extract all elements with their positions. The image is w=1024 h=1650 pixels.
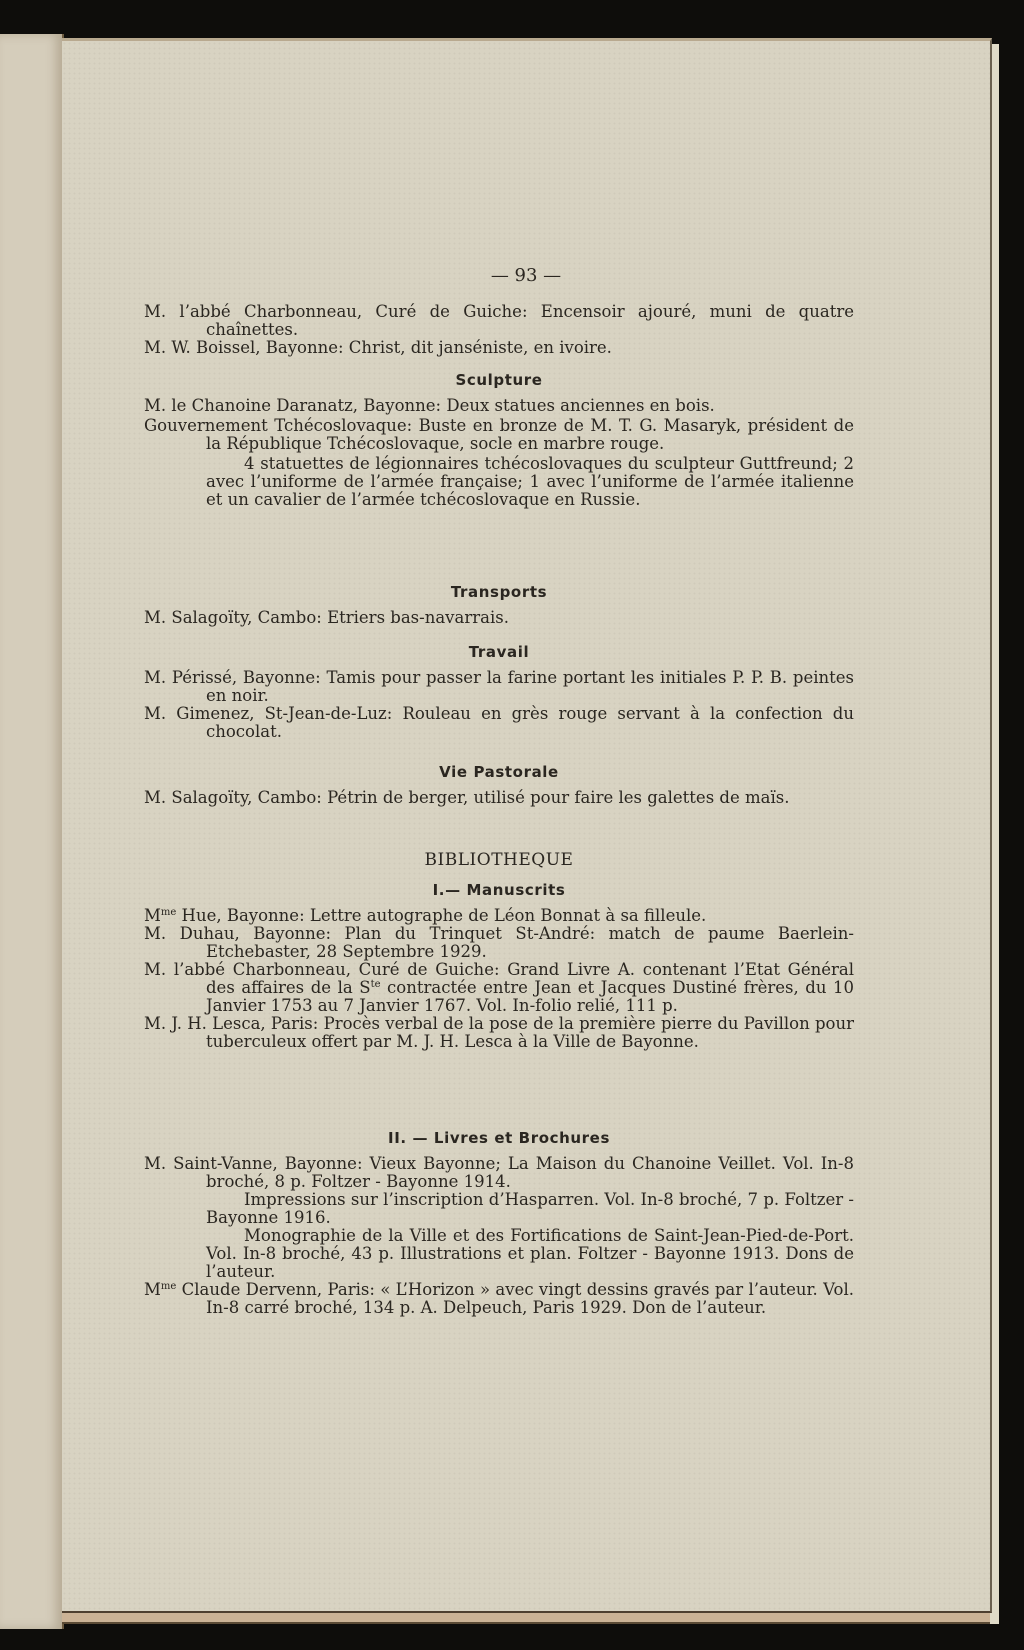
entry: M. Duhau, Bayonne: Plan du Trinquet St-André: match de paume Baerlein-Etchebaster, 28 Septembre 1929. [144, 924, 854, 961]
entry: M. l’abbé Charbonneau, Curé de Guiche: Encensoir ajouré, muni de quatre chaînettes. [144, 302, 854, 339]
entry: M. le Chanoine Daranatz, Bayonne: Deux statues anciennes en bois. [144, 396, 715, 415]
subsection-heading: II. — Livres et Brochures [388, 1129, 610, 1147]
entry [144, 961, 854, 1015]
entry: M. Périssé, Bayonne: Tamis pour passer la farine portant les initiales P. P. B. peintes en noir. [144, 668, 854, 705]
subsection-heading: I.— Manuscrits [432, 881, 566, 899]
entry-continuation: Impressions sur l’inscription d’Hasparren. Vol. In-8 broché, 7 p. Foltzer - Bayonne 1916. [206, 1190, 854, 1227]
entry-text: contractée entre Jean et Jacques Dustiné frères, du 10 Janvier 1753 au 7 Janvier 1767. Vol. In-folio relié, 111 p. [206, 978, 855, 1015]
superscript: te [370, 979, 381, 990]
entry: M. Gimenez, St-Jean-de-Luz: Rouleau en grès rouge servant à la confection du chocolat. [144, 704, 854, 741]
manuscripts-list [144, 907, 854, 1051]
section-heading: Vie Pastorale [439, 763, 559, 781]
entry: Gouvernement Tchécoslovaque: Buste en bronze de M. T. G. Masaryk, président de la République Tchécoslovaque, socle en marbre rouge. [144, 416, 854, 453]
section-livres-brochures [144, 1127, 854, 1317]
page-number: — 93 — [490, 265, 562, 286]
entry [144, 1281, 854, 1317]
entry-text: Claude Dervenn, Paris: « L’Horizon » avec vingt dessins gravés par l’auteur. Vol. In-8 carré broché, 134 p. A. Delpeuch, Paris 1929. Don de l’auteur. [176, 1280, 854, 1317]
entry-prefix: M. l’abbé Charbonneau, Curé de Guiche: Grand Livre A. contenant l’Etat Général des affaires de la S [144, 960, 854, 997]
entry: M. W. Boissel, Bayonne: Christ, dit janséniste, en ivoire. [144, 338, 612, 357]
entry-continuation: Monographie de la Ville et des Fortifications de Saint-Jean-Pied-de-Port. Vol. In-8 broché, 43 p. Illustrations et plan. Foltzer - Bayonne 1913. Dons de l’auteur. [206, 1226, 854, 1281]
library-title: BIBLIOTHEQUE [424, 850, 574, 870]
section-travail [144, 641, 854, 741]
superscript: me [160, 907, 177, 918]
exhibit-entries-top [144, 303, 854, 357]
entry: M. Salagoïty, Cambo: Pétrin de berger, utilisé pour faire les galettes de maïs. [144, 788, 790, 807]
entry-prefix: M [144, 1280, 161, 1299]
section-bibliotheque [144, 847, 854, 1051]
section-heading: Sculpture [455, 371, 543, 389]
section-vie-pastorale [144, 761, 854, 807]
entry-continuation: 4 statuettes de légionnaires tchécoslovaques du sculpteur Guttfreund; 2 avec l’uniforme de l’armée française; 1 avec l’uniforme de l’armée italienne et un cavalier de l’armée tchécoslovaque en Russie. [206, 454, 854, 509]
entry: M. Saint-Vanne, Bayonne: Vieux Bayonne; La Maison du Chanoine Veillet. Vol. In-8 broché, 8 p. Foltzer - Bayonne 1914. [144, 1154, 854, 1191]
section-sculpture [144, 369, 854, 509]
superscript: me [160, 1281, 177, 1292]
entry: M. J. H. Lesca, Paris: Procès verbal de la pose de la première pierre du Pavillon pour tuberculeux offert par M. J. H. Lesca à la Ville de Bayonne. [144, 1014, 854, 1051]
entry [144, 907, 854, 925]
books-list [144, 1155, 854, 1317]
book-page [62, 38, 992, 1613]
section-transports [144, 581, 854, 627]
facing-page-edge [0, 34, 64, 1629]
entry-text: Hue, Bayonne: Lettre autographe de Léon Bonnat à sa filleule. [176, 906, 707, 925]
entry-prefix: M [144, 906, 161, 925]
entry: M. Salagoïty, Cambo: Etriers bas-navarrais. [144, 608, 509, 627]
section-heading: Travail [468, 643, 530, 661]
section-heading: Transports [450, 583, 548, 601]
